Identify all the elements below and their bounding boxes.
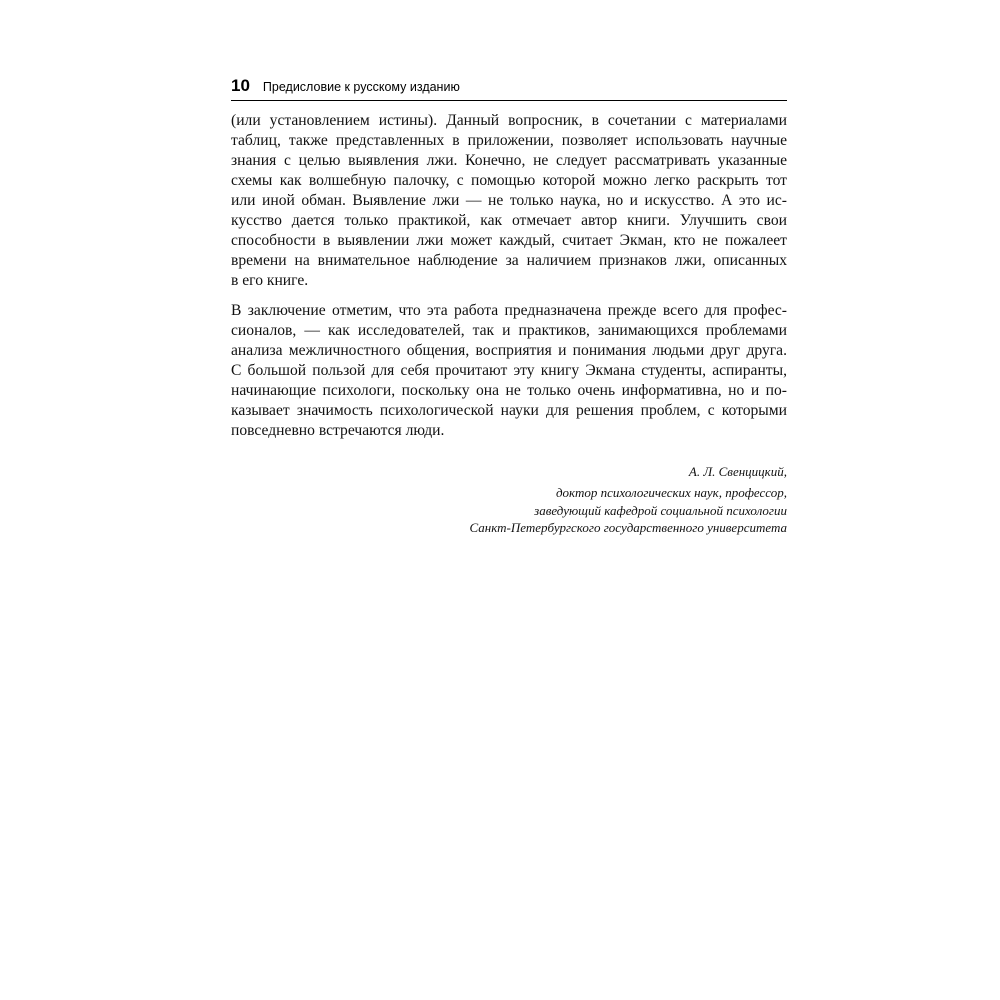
- section-title: Предисловие к русскому изданию: [262, 80, 460, 94]
- text-line: или иной обман. Выявление лжи — не только наука, но и искусство. А это ис-: [231, 192, 787, 209]
- paragraph-1: [231, 111, 787, 291]
- text-line: анализа межличностного общения, восприятия и понимания людьми друг друга.: [231, 342, 787, 359]
- running-header: [231, 76, 787, 101]
- author-title-line: доктор психологических наук, профессор,: [555, 485, 787, 500]
- text-line: повседневно встречаются люди.: [231, 422, 445, 439]
- page-number: 10: [231, 76, 250, 95]
- body-text: [231, 111, 787, 441]
- text-line: способности в выявлении лжи может каждый, считает Экман, кто не пожалеет: [231, 232, 787, 249]
- text-line: (или установлением истины). Данный вопросник, в сочетании с материалами: [231, 112, 787, 129]
- text-line: времени на внимательное наблюдение за наличием признаков лжи, описанных: [231, 252, 787, 269]
- text-line: В заключение отметим, что эта работа предназначена прежде всего для профес-: [231, 302, 787, 319]
- text-line: казывает значимость психологической науки для решения проблем, с которыми: [231, 402, 787, 419]
- text-line: кусство дается только практикой, как отмечает автор книги. Улучшить свои: [231, 212, 787, 229]
- author-title-line: Санкт-Петербургского государственного университета: [469, 520, 787, 535]
- text-line: таблиц, также представленных в приложении, позволяет использовать научные: [231, 132, 787, 149]
- text-line: начинающие психологи, поскольку она не только очень информативна, но и по-: [231, 382, 787, 399]
- text-line: в его книге.: [231, 272, 309, 289]
- author-name: А. Л. Свенцицкий,: [688, 464, 787, 479]
- paragraph-2: [231, 301, 787, 441]
- text-line: сионалов, — как исследователей, так и практиков, занимающихся проблемами: [231, 322, 787, 339]
- text-line: знания с целью выявления лжи. Конечно, не следует рассматривать указанные: [231, 152, 787, 169]
- text-line: С большой пользой для себя прочитают эту книгу Экмана студенты, аспиранты,: [231, 362, 787, 379]
- author-title-line: заведующий кафедрой социальной психологии: [534, 502, 787, 518]
- text-line: схемы как волшебную палочку, с помощью которой можно легко раскрыть тот: [231, 172, 787, 189]
- signature-block: [231, 463, 787, 537]
- book-page: [231, 76, 787, 537]
